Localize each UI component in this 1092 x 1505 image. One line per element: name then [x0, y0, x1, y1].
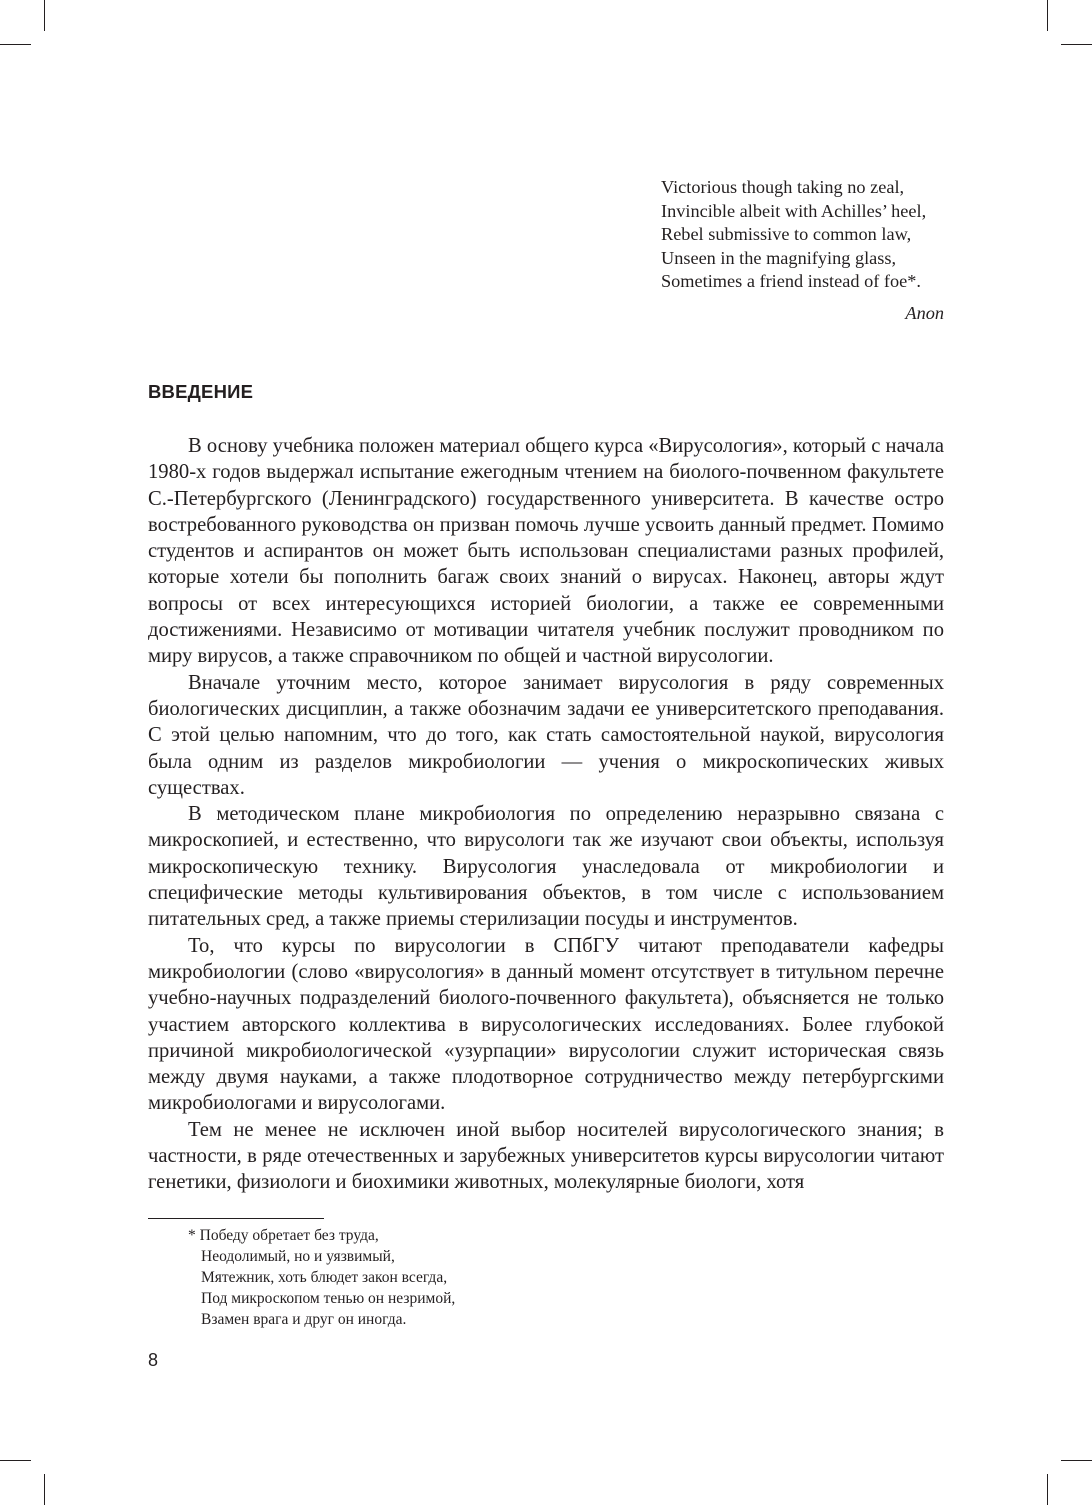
crop-mark-bottom-left-horizontal — [0, 1460, 31, 1461]
paragraph: Вначале уточним место, которое занимает вирусология в ряду современных биологических дисциплин, а также обозначим задачи ее университетского преподавания. С этой целью напомним, что до того, как стать самостоятельной наукой, вирусология была одним из разделов микробиологии — учения о микроскопических живых существах. — [148, 671, 944, 799]
footnote — [188, 1225, 688, 1330]
epigraph — [661, 176, 961, 294]
epigraph-author: Anon — [905, 303, 944, 323]
epigraph-line: Unseen in the magnifying glass, — [661, 247, 897, 268]
epigraph-line: Sometimes a friend instead of foe*. — [661, 271, 921, 291]
crop-mark-top-right-vertical — [1047, 0, 1048, 31]
crop-mark-top-left-vertical — [44, 0, 45, 31]
crop-mark-top-right-horizontal — [1061, 44, 1092, 45]
section-title: ВВЕДЕНИЕ — [148, 381, 254, 402]
crop-mark-bottom-left-vertical — [44, 1474, 45, 1505]
epigraph-line: Invincible albeit with Achilles’ heel, — [661, 200, 927, 221]
epigraph-line: Victorious though taking no zeal, — [661, 177, 905, 197]
page-number: 8 — [148, 1350, 159, 1370]
crop-mark-bottom-right-vertical — [1047, 1474, 1048, 1505]
footnote-line: Под микроскопом тенью он незримой, — [201, 1290, 456, 1307]
footnote-line: Неодолимый, но и уязвимый, — [201, 1248, 395, 1265]
footnote-line: * Победу обретает без труда, — [188, 1227, 379, 1244]
footnote-line: Мятежник, хоть блюдет закон всегда, — [201, 1269, 448, 1286]
paragraph: В основу учебника положен материал общего курса «Вирусология», который с начала 1980-х годов выдержал испытание ежегодным чтением на биолого-почвенном факультете С.-Петербургского (Ленинградского) государственного университета. В качестве остро востребованного руководства он призван помочь лучше усвоить данный предмет. Помимо студентов и аспирантов он может быть использован специалистами разных профилей, которые хотели бы пополнить багаж своих знаний о вирусах. Наконец, авторы ждут вопросы от всех интересующихся историей биологии, а также ее современными достижениями. Независимо от мотивации читателя учебник послужит проводником по миру вирусов, а также справочником по общей и частной вирусологии. — [148, 435, 944, 668]
crop-mark-top-left-horizontal — [0, 44, 31, 45]
paragraph: Тем не менее не исключен иной выбор носителей вирусологического знания; в частности, в ряде отечественных и зарубежных университетов курсы вирусологии читают генетики, физиологи и биохимики животных, молекулярные биологи, хотя — [148, 1118, 944, 1194]
crop-mark-bottom-right-horizontal — [1061, 1460, 1092, 1461]
paragraph: В методическом плане микробиология по определению неразрывно связана с микроскопией, и естественно, что вирусологи так же изучают свои объекты, используя микроскопическую технику. Вирусология унаследовала от микробиологии и специфические методы культивирования объектов, в том числе с использованием питательных сред, а также приемы стерилизации посуды и инструментов. — [148, 803, 944, 931]
paragraph: То, что курсы по вирусологии в СПбГУ читают преподаватели кафедры микробиологии (слово «вирусология» в данный момент отсутствует в титульном перечне учебно-научных подразделений биолого-почвенного факультета), объясняется не только участием авторского коллектива в вирусологических исследованиях. Более глубокой причиной микробиологической «узурпации» вирусологии служит историческая связь между двумя науками, а также плодотворное сотрудничество между петербургскими микробиологами и вирусологами. — [148, 934, 944, 1115]
body-text — [148, 433, 944, 1196]
footnote-divider — [148, 1218, 324, 1219]
epigraph-line: Rebel submissive to common law, — [661, 224, 912, 244]
footnote-line: Взамен врага и друг он иногда. — [201, 1311, 407, 1328]
